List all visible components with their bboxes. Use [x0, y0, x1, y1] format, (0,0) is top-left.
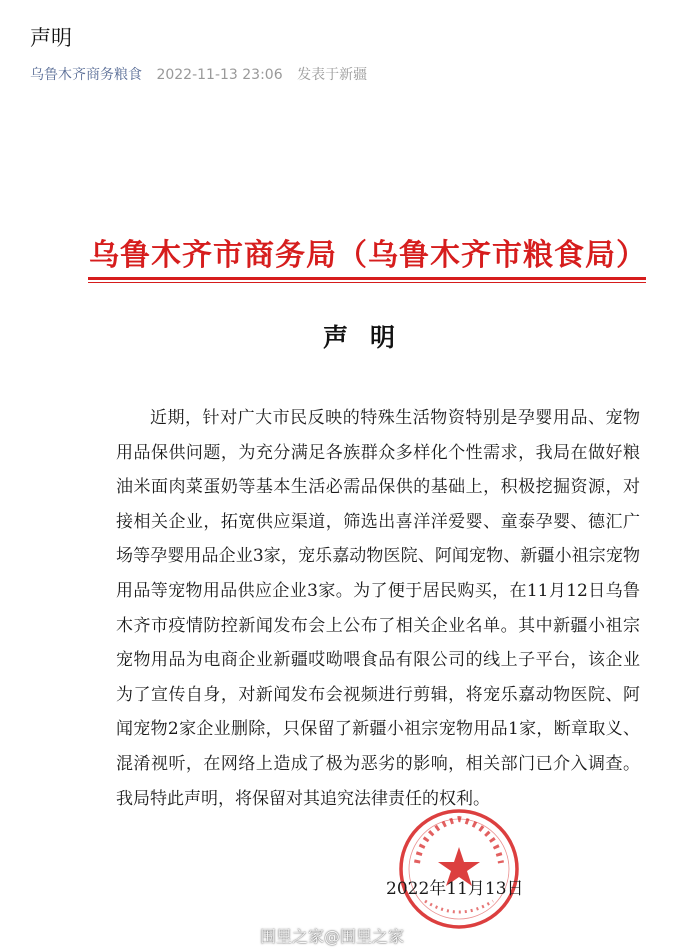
- author-link[interactable]: 乌鲁木齐商务粮食: [30, 67, 142, 83]
- post-title: 声明: [30, 26, 72, 50]
- watermark: 围里之家@围里之家: [260, 927, 405, 946]
- letterhead-rule-thick: [88, 277, 646, 280]
- official-seal-icon: [395, 805, 523, 933]
- letterhead-rule-thin: [88, 282, 646, 283]
- signature-date: 2022年11月13日: [386, 879, 524, 899]
- document-body: 近期，针对广大市民反映的特殊生活物资特别是孕婴用品、宠物用品保供问题，为充分满足各族群众多样化个性需求，我局在做好粮油米面肉菜蛋奶等基本生活必需品保供的基础上，积极挖掘资源，对接相关企业，拓宽供应渠道，筛选出喜洋洋爱婴、童泰孕婴、德汇广场等孕婴用品企业3家，宠乐嘉动物医院、阿闻宠物、新疆小祖宗宠物用品等宠物用品供应企业3家。为了便于居民购买，在11月12日乌鲁木齐市疫情防控新闻发布会上公布了相关企业名单。其中新疆小祖宗宠物用品为电商企业新疆哎呦喂食品有限公司的线上子平台，该企业为了宣传自身，对新闻发布会视频进行剪辑，将宠乐嘉动物医院、阿闻宠物2家企业删除，只保留了新疆小祖宗宠物用品1家，断章取义、混淆视听，在网络上造成了极为恶劣的影响，相关部门已介入调查。我局特此声明，将保留对其追究法律责任的权利。: [116, 408, 640, 809]
- letterhead-title: 乌鲁木齐市商务局（乌鲁木齐市粮食局）: [89, 238, 647, 273]
- publish-datetime: 2022-11-13 23:06: [156, 67, 283, 83]
- document-title: 声明: [322, 323, 417, 352]
- publish-location: 发表于新疆: [297, 67, 368, 83]
